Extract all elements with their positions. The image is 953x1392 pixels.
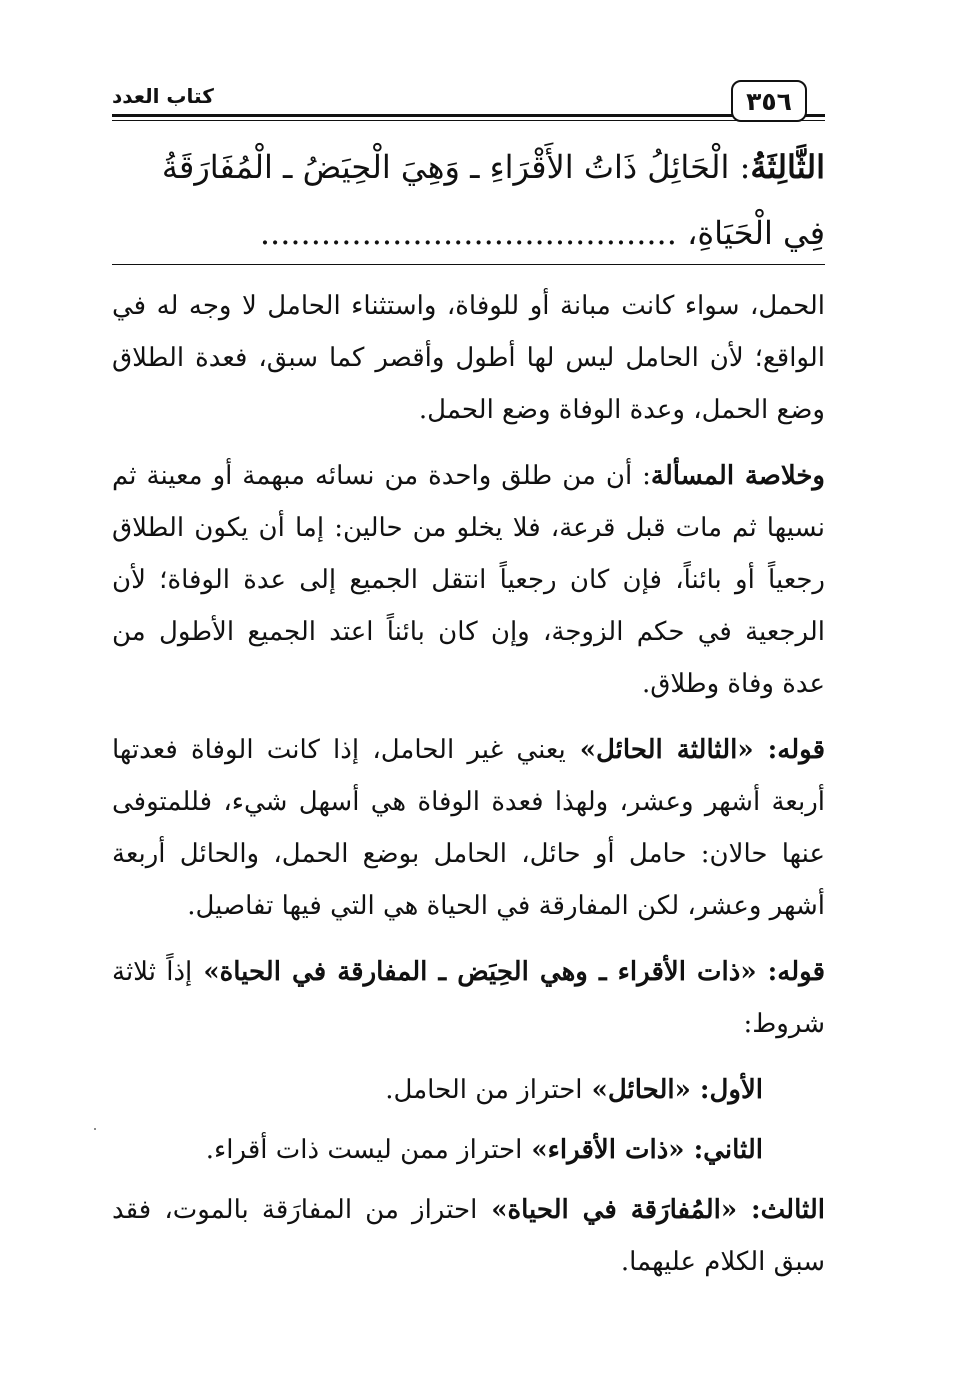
matn-body: : الْحَائِلُ ذَاتُ الأَقْرَاءِ ـ وَهِيَ الْحِيَضُ ـ الْمُفَارَقَةُ فِي الْحَيَاةِ، [161,148,825,252]
header-rule-thick [112,114,825,117]
matn-separator-rule [112,264,825,265]
condition-3-text: احتراز من المفارَقة بالموت، فقد سبق الكلام عليهما. [112,1195,825,1277]
paragraph-2 [112,450,825,710]
book-title: كتاب العدد [112,84,214,108]
paragraph-3-text: يعني غير الحامل، إذا كانت الوفاة فعدتها أربعة أشهر وعشر، ولهذا فعدة الوفاة هي أسهل شيء، فللمتوفى عنها حالان: حامل أو حائل، الحامل بوضع الحمل، والحائل أربعة أشهر وعشر، لكن المفارقة في الحياة هي التي فيها تفاصيل. [112,735,825,921]
scan-speck [94,1128,96,1130]
paragraph-3 [112,724,825,932]
condition-3-quote: : «المُفارَقة في الحياة» [477,1195,761,1225]
paragraph-2-lead: وخلاصة المسألة [650,461,825,491]
paragraph-4 [112,946,825,1050]
condition-1 [112,1064,825,1116]
condition-2 [112,1124,825,1176]
page-number: ٣٥٦ [731,80,807,122]
condition-1-lead: الأول [709,1075,763,1105]
condition-2-quote: : «ذات الأقراء» [522,1135,704,1165]
condition-2-text: احتراز ممن ليست ذات أقراء. [205,1135,523,1165]
running-header [112,78,825,118]
condition-3-lead: الثالث [760,1195,825,1225]
condition-1-text: احتراز من الحامل. [385,1075,583,1105]
matn-dots: ......................................... [259,214,677,252]
commentary [112,280,825,1302]
paragraph-4-lead: قوله: [767,957,825,987]
header-rule-thin [112,120,825,121]
paragraph-1: الحمل، سواء كانت مبانة أو للوفاة، واستثناء الحامل لا وجه له في الواقع؛ لأن الحامل ليس لها أطول وأقصر كما سبق، فعدة الطلاق وضع الحمل، وعدة الوفاة وضع الحمل. [112,291,825,425]
paragraph-3-lead: قوله: [767,735,825,765]
matn-text [112,134,825,266]
condition-3 [112,1184,825,1288]
condition-2-lead: الثاني [703,1135,763,1165]
paragraph-4-quote: «ذات الأقراء ـ وهي الحِيَض ـ المفارقة في الحياة» [192,957,768,987]
paragraph-4-text: إذاً ثلاثة شروط: [112,957,825,1039]
condition-1-quote: : «الحائل» [582,1075,710,1105]
paragraph-2-text: : أن من طلق واحدة من نسائه مبهمة أو معينة ثم نسيها ثم مات قبل قرعة، فلا يخلو من حالين: إما أن يكون الطلاق رجعياً أو بائناً، فإن كان رجعياً انتقل الجميع إلى عدة الوفاة؛ لأن الرجعية في حكم الزوجة، وإن كان بائناً اعتد الجميع الأطول من عدة وفاة وطلاق. [112,461,825,699]
matn-lead: الثَّالِثَةُ [750,148,825,186]
paragraph-3-quote: «الثالثة الحائل» [565,735,768,765]
